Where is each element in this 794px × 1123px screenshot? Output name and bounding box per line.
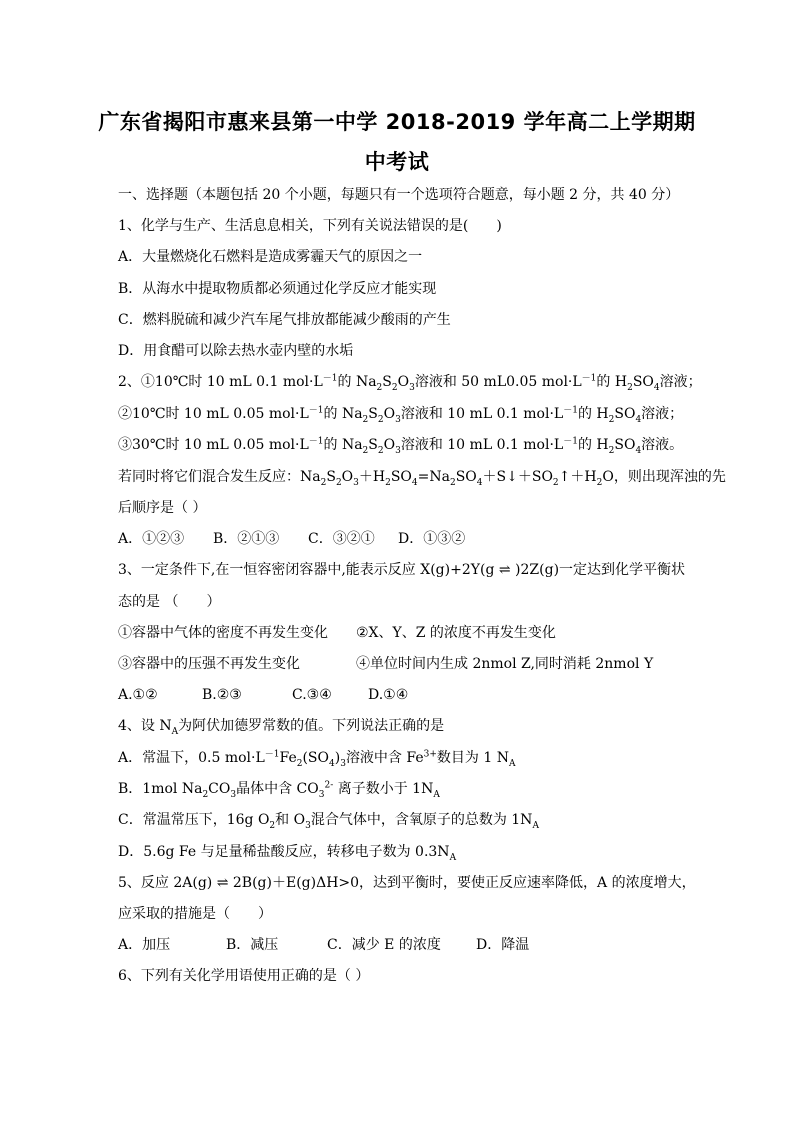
q5-option-a: A．加压 xyxy=(118,937,171,953)
q3-option-c: C.③④ xyxy=(292,687,332,703)
q4-option-a: A．常温下，0.5 $mol\cdot L^{-1}Fe_2(SO_4)_3$溶液中含 $Fe^{3+}$数目为 1 $N_A$ xyxy=(118,749,516,769)
q5-option-c: C．减少 E 的浓度 xyxy=(327,937,441,953)
q2-option-d: D．①③② xyxy=(398,531,466,547)
q1-stem: 1、化学与生产、生活息息相关，下列有关说法错误的是( ) xyxy=(118,218,502,234)
q5-options xyxy=(118,936,529,954)
q6-stem: 6、下列有关化学用语使用正确的是（ ） xyxy=(118,968,370,984)
q2-condition-3: ③30℃时 10 mL 0.05 $mol\cdot L^{-1}$的 $Na_2S_2O_3$溶液和 10 mL 0.1 $mol\cdot L^{-1}$的 $H_2SO_4$溶液。 xyxy=(118,436,684,456)
q3-condition-3: ③容器中的压强不再发生变化 xyxy=(118,656,300,672)
q2-options xyxy=(118,530,465,548)
section-header: 一、选择题（本题包括 20 个小题，每题只有一个选项符合题意，每小题 2 分，共 40 分） xyxy=(118,187,680,203)
q2-condition-2: ②10℃时 10 mL 0.05 $mol\cdot L^{-1}$的 $Na_2S_2O_3$溶液和 10 mL 0.1 $mol\cdot L^{-1}$的 $H_2SO_4$溶液； xyxy=(118,405,684,425)
q3-stem-line2: 态的是 （ ） xyxy=(118,594,221,610)
q3-options xyxy=(118,686,408,704)
q1-option-b: B．从海水中提取物质都必须通过化学反应才能实现 xyxy=(118,281,437,297)
exam-title-line2: 中考试 xyxy=(364,150,430,174)
exam-title-line1: 广东省揭阳市惠来县第一中学 2018-2019 学年高二上学期期 xyxy=(98,110,696,134)
q3-option-d: D.①④ xyxy=(368,687,409,703)
q1-option-c: C．燃料脱硫和减少汽车尾气排放都能减少酸雨的产生 xyxy=(118,312,451,328)
q4-option-d: D．5.6g Fe 与足量稀盐酸反应，转移电子数为 $0.3N_A$ xyxy=(118,844,457,863)
q4-option-b: B．1mol $Na_2CO_3$晶体中含 $CO_3^{2-}$ 离子数小于 $1N_A$ xyxy=(118,780,440,800)
q5-option-d: D．降温 xyxy=(476,937,530,953)
q3-option-b: B.②③ xyxy=(202,687,242,703)
q2-option-c: C．③②① xyxy=(308,531,375,547)
q3-condition-2: ②X、Y、Z 的浓度不再发生变化 xyxy=(356,625,556,641)
q3-option-a: A.①② xyxy=(118,687,158,703)
q2-option-a: A．①②③ xyxy=(118,531,185,547)
q3-conditions-row1 xyxy=(118,624,556,642)
q2-reaction-line: 若同时将它们混合发生反应：$Na_2S_2O_3+H_2SO_4=Na_2SO_4+S↓+SO_2↑+H_2O$，则出现浑浊的先 xyxy=(118,469,726,488)
q5-stem-line2: 应采取的措施是（ ） xyxy=(118,906,272,922)
q5-stem-line1: 5、反应 2A(g) ⇌ 2B(g)＋E(g)ΔH>0，达到平衡时，要使正反应速率降低，A 的浓度增大， xyxy=(118,875,696,891)
q3-condition-1: ①容器中气体的密度不再发生变化 xyxy=(118,625,328,641)
q4-stem: 4、设 $N_A$为阿伏加德罗常数的值。下列说法正确的是 xyxy=(118,718,445,737)
q1-option-d: D．用食醋可以除去热水壶内壁的水垢 xyxy=(118,343,354,359)
q5-option-b: B．减压 xyxy=(226,937,279,953)
q3-condition-4: ④单位时间内生成 2nmol Z,同时消耗 2nmol Y xyxy=(356,656,654,672)
q1-option-a: A．大量燃烧化石燃料是造成雾霾天气的原因之一 xyxy=(118,249,423,265)
q2-condition-1: 2、①10℃时 10 mL 0.1 $mol\cdot L^{-1}$的 $Na_2S_2O_3$溶液和 50 mL0.05 $mol\cdot L^{-1}$的 $H_2SO_4$溶液； xyxy=(118,373,702,393)
q2-option-b: B．②①③ xyxy=(213,531,280,547)
q3-conditions-row2 xyxy=(118,655,653,673)
q2-stem-end: 后顺序是（ ） xyxy=(118,500,207,516)
q3-stem-line1: 3、一定条件下,在一恒容密闭容器中,能表示反应 X(g)+2Y(g ⇌ )2Z(g)一定达到化学平衡状 xyxy=(118,562,686,578)
q4-option-c: C．常温常压下，16g $O_2$和 $O_3$混合气体中，含氧原子的总数为 $1N_A$ xyxy=(118,812,539,831)
